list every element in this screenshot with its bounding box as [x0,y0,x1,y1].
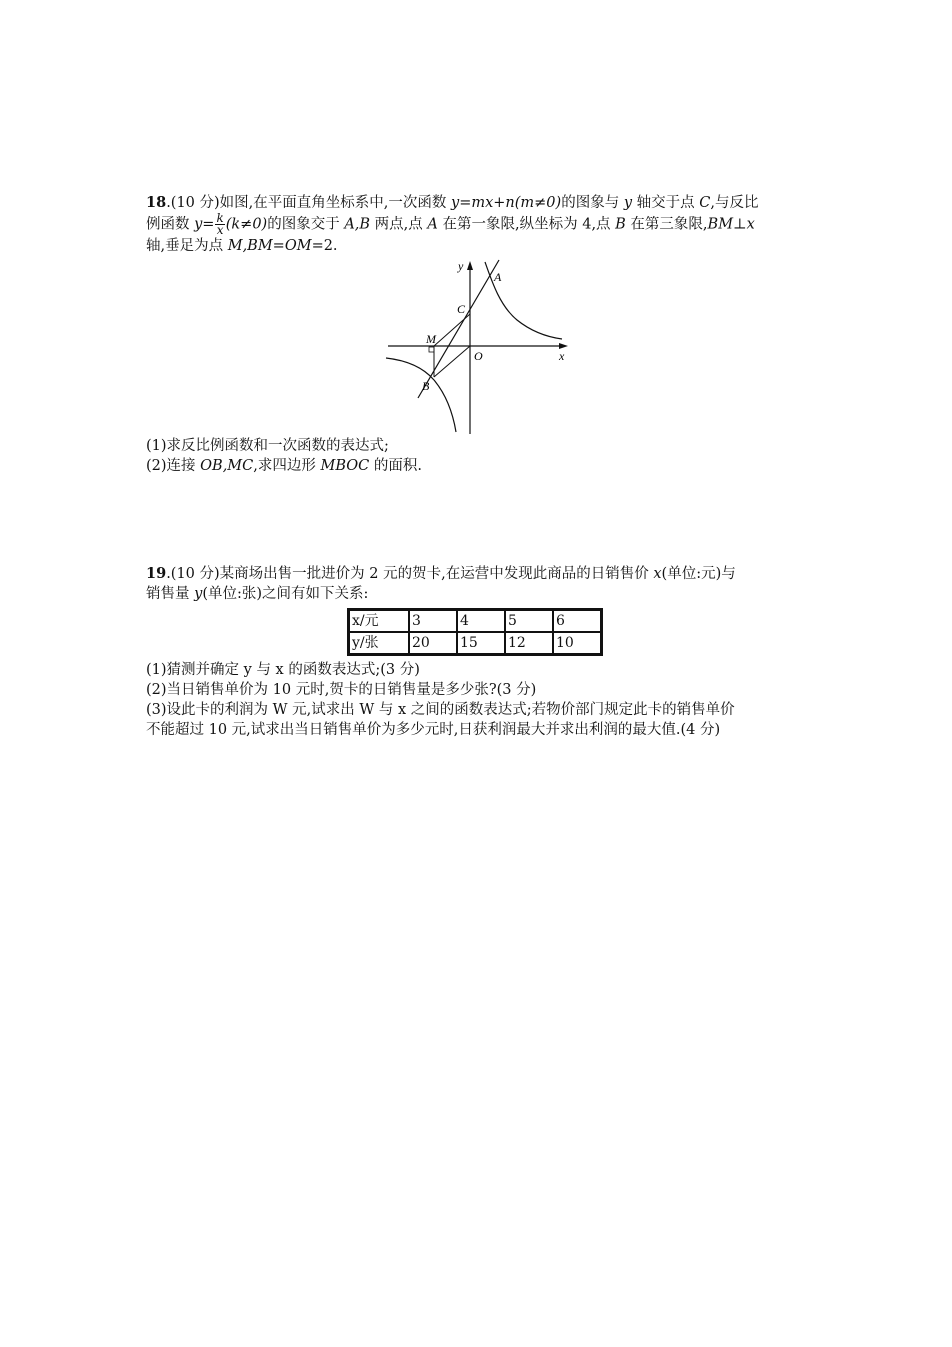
hyperbola-branch-2 [386,358,456,432]
q19-sub-2: (2)当日销售单价为 10 元时,贺卡的日销售量是多少张?(3 分) [146,682,537,698]
table-cell: 6 [553,610,602,633]
question-18 [146,193,816,476]
q18-text: 在第三象限, [625,216,708,233]
q18-linear-function: y=mx+n(m≠0) [451,195,562,211]
q19-line-1 [146,564,816,584]
q18-var: A,B [344,216,371,233]
table-row [349,610,602,633]
right-angle-mark [429,347,434,352]
q18-line-1 [146,193,816,213]
q19-sub-1: (1)猜测并确定 y 与 x 的函数表达式;(3 分) [146,662,420,678]
table-cell: 15 [457,632,505,655]
q19-text: 销售量 [146,586,195,602]
q18-text: (2)连接 [146,458,201,474]
q19-var: y [194,586,203,602]
q18-text: =2. [311,238,338,254]
q18-text: 轴交于点 [632,195,700,211]
q18-condition: (k≠0) [225,216,268,233]
fraction-numerator: k [216,211,224,225]
price-sales-table [347,608,603,656]
q18-var: OB,MC [200,458,254,474]
label-b: B [422,379,430,393]
label-x: x [559,349,565,363]
fraction-k-over-x [215,213,224,236]
table-header-cell: y/张 [349,632,410,655]
coordinate-diagram [382,258,582,436]
q18-var: BM⊥x [707,216,755,233]
q18-var: M,BM=OM [227,238,312,254]
table-header-cell: x/元 [349,610,410,633]
question-19 [146,564,816,740]
label-c: C [457,302,466,316]
table-cell: 20 [409,632,457,655]
q18-line-2 [146,213,816,236]
q19-sub-3a: (3)设此卡的利润为 W 元,试求出 W 与 x 之间的函数表达式;若物价部门规定此卡的销售单价 [146,702,735,718]
q18-text: 两点,点 [370,216,428,233]
linear-function-line [418,260,499,398]
q18-var: y= [194,216,215,233]
q18-var: A [427,216,438,233]
q19-text: .(10 分)某商场出售一批进价为 2 元的贺卡,在运营中发现此商品的日销售价 [166,566,654,582]
y-axis-arrow [467,261,473,270]
q18-figure [146,256,816,436]
q19-sub-3b: 不能超过 10 元,试求出当日销售单价为多少元时,日获利润最大并求出利润的最大值.(4 分) [146,722,721,738]
q19-line-2 [146,584,816,604]
table-cell: 10 [553,632,602,655]
table-cell: 4 [457,610,505,633]
q18-var: MBOC [320,458,370,474]
q18-text: ,与反比 [710,195,759,211]
q18-text: 在第一象限,纵坐标为 4,点 [437,216,616,233]
table-cell: 3 [409,610,457,633]
q18-var: C [699,195,711,211]
q18-text: ,求四边形 [253,458,321,474]
q19-var: x [653,566,662,582]
q19-text: (单位:张)之间有如下关系: [202,586,369,602]
q18-text: .(10 分)如图,在平面直角坐标系中,一次函数 [166,195,451,211]
q18-text: 的图象与 [561,195,624,211]
q19-text: (单位:元)与 [661,566,736,582]
q18-var: B [615,216,626,233]
q18-text: 轴,垂足为点 [146,238,228,254]
q18-var: y [623,195,633,211]
label-m: M [426,332,436,346]
q18-text: 的图象交于 [267,216,345,233]
label-y: y [458,259,464,273]
q18-sub-1: (1)求反比例函数和一次函数的表达式; [146,438,389,454]
table-cell: 12 [505,632,553,655]
label-a: A [494,270,502,284]
label-o: O [474,349,483,363]
q18-sub-2 [146,456,816,476]
fraction-denominator: x [216,223,224,237]
table-row [349,632,602,655]
table-cell: 5 [505,610,553,633]
q18-text: 的面积. [369,458,422,474]
q19-table-wrapper [146,606,816,660]
q18-line-3 [146,236,816,256]
q19-number: 19 [146,565,167,582]
q18-number: 18 [146,194,167,211]
q18-text: 例函数 [146,216,195,233]
